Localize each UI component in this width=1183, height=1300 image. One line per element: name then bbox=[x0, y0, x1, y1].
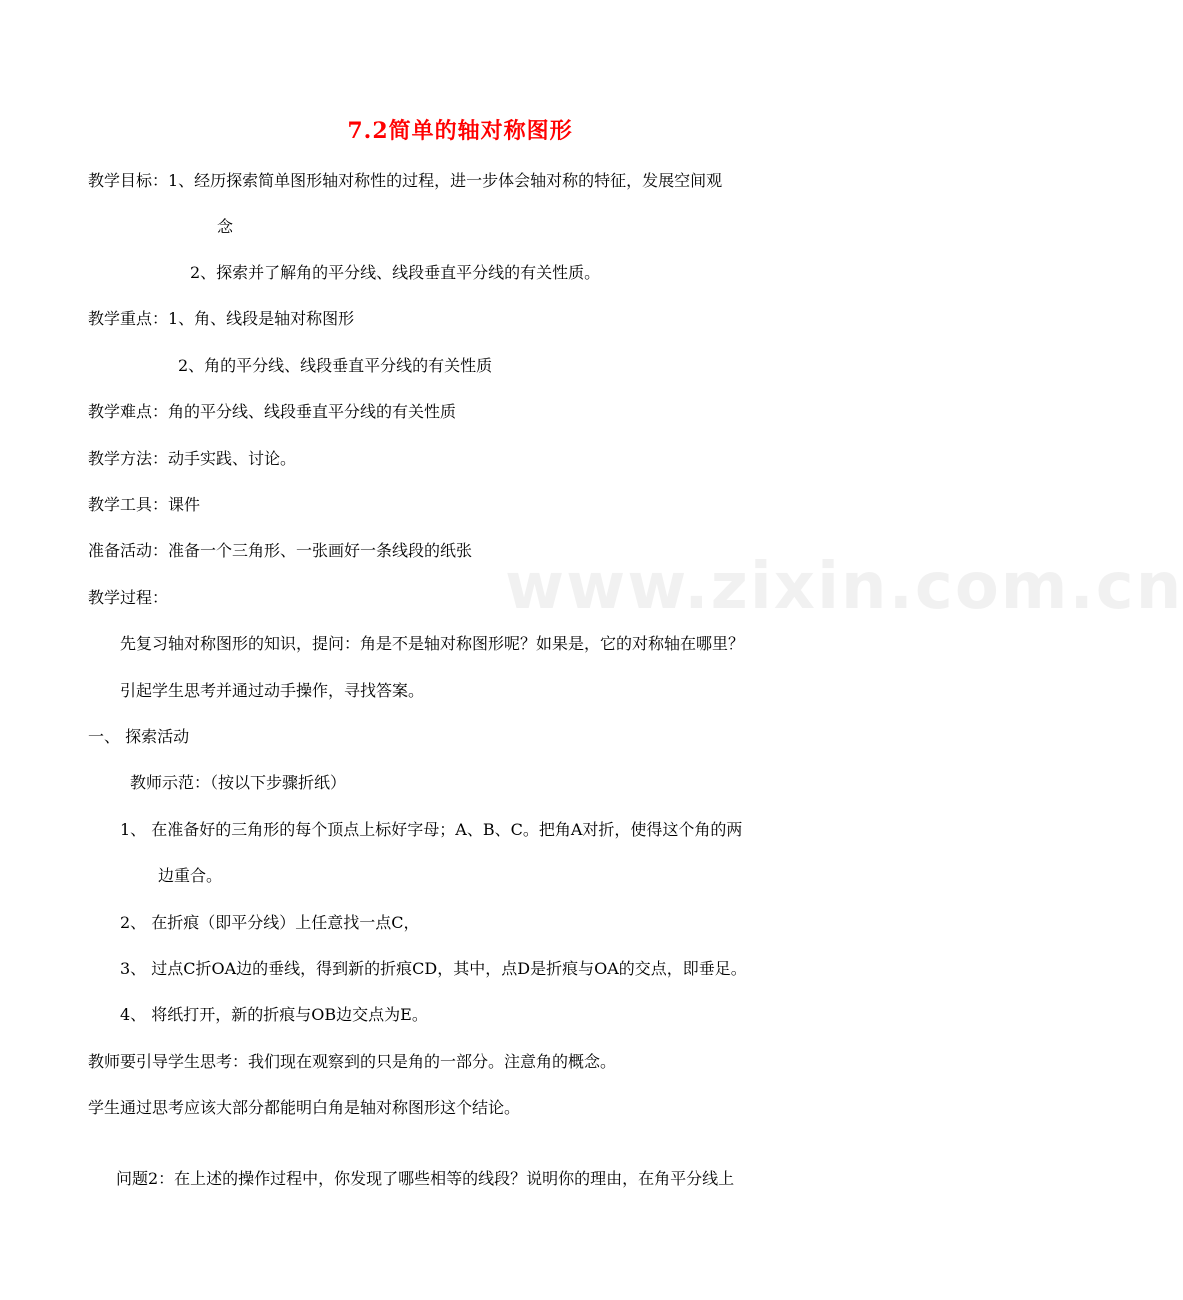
objectives-line-2: 2、探索并了解角的平分线、线段垂直平分线的有关性质。 bbox=[190, 263, 601, 282]
review-line-2: 引起学生思考并通过动手操作，寻找答案。 bbox=[120, 681, 425, 700]
methods-line: 教学方法：动手实践、讨论。 bbox=[88, 449, 297, 468]
page-title: 7.2简单的轴对称图形 bbox=[347, 118, 573, 144]
difficulties-line: 教学难点：角的平分线、线段垂直平分线的有关性质 bbox=[88, 402, 457, 421]
question-2-line: 问题2：在上述的操作过程中，你发现了哪些相等的线段？说明你的理由，在角平分线上 bbox=[116, 1169, 735, 1188]
preparation-line: 准备活动：准备一个三角形、一张画好一条线段的纸张 bbox=[88, 541, 473, 560]
objectives-line-1: 教学目标：1、经历探索简单图形轴对称性的过程，进一步体会轴对称的特征，发展空间观 bbox=[88, 171, 723, 190]
key-points-line-1: 教学重点：1、角、线段是轴对称图形 bbox=[88, 309, 355, 328]
step-4-line: 4、 将纸打开，新的折痕与OB边交点为E。 bbox=[120, 1005, 428, 1024]
process-heading: 教学过程： bbox=[88, 588, 169, 607]
step-2-line: 2、 在折痕（即平分线）上任意找一点C， bbox=[120, 913, 420, 932]
step-3-line: 3、 过点C折OA边的垂线，得到新的折痕CD，其中，点D是折痕与OA的交点，即垂足。 bbox=[120, 959, 747, 978]
review-line-1: 先复习轴对称图形的知识，提问：角是不是轴对称图形呢？如果是，它的对称轴在哪里？ bbox=[120, 634, 745, 653]
step-1-line-1: 1、 在准备好的三角形的每个顶点上标好字母；A、B、C。把角A对折，使得这个角的两 bbox=[120, 820, 743, 839]
teacher-guide-line: 教师要引导学生思考：我们现在观察到的只是角的一部分。注意角的概念。 bbox=[88, 1052, 617, 1071]
demo-heading: 教师示范：（按以下步骤折纸） bbox=[130, 773, 347, 792]
watermark-text: www.zixin.com.cn bbox=[505, 550, 1183, 624]
student-conclusion-line: 学生通过思考应该大部分都能明白角是轴对称图形这个结论。 bbox=[88, 1098, 521, 1117]
objectives-line-1-cont: 念 bbox=[217, 217, 234, 236]
tools-line: 教学工具：课件 bbox=[88, 495, 201, 514]
key-points-line-2: 2、角的平分线、线段垂直平分线的有关性质 bbox=[178, 356, 493, 375]
step-1-line-2: 边重合。 bbox=[158, 866, 223, 885]
section-heading-explore: 一、 探索活动 bbox=[88, 727, 190, 746]
